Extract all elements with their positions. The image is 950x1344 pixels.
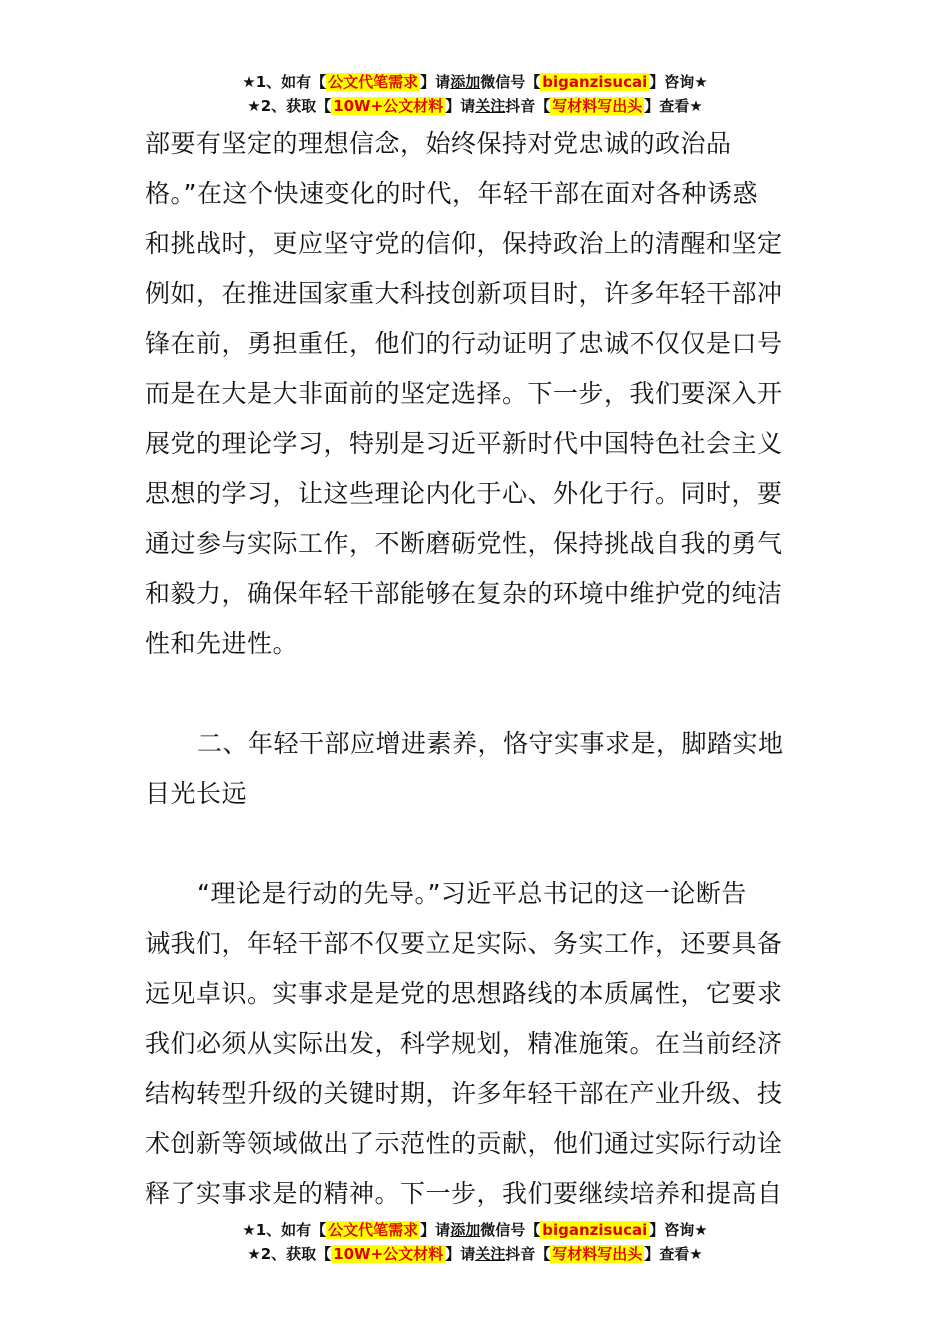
banner-text: 】咨询★ <box>649 1221 708 1239</box>
banner-text: 】查看★ <box>644 97 703 115</box>
paragraph-2 <box>145 869 810 1219</box>
banner-emphasis: 添加 <box>450 1221 481 1239</box>
banner-line-2 <box>0 94 950 118</box>
banner-line-1 <box>0 70 950 94</box>
banner-text: 】查看★ <box>644 1245 703 1263</box>
banner-text: ★1、如有【 <box>242 1221 327 1239</box>
text-line: 展党的理论学习，特别是习近平新时代中国特色社会主义 <box>145 429 783 458</box>
banner-text: ★1、如有【 <box>242 73 327 91</box>
text-line: 远见卓识。实事求是是党的思想路线的本质属性，它要求 <box>145 979 783 1008</box>
bottom-banner <box>0 1218 950 1266</box>
banner-highlight: 写材料写出头 <box>552 1245 643 1263</box>
text-line: “理论是行动的先导。”习近平总书记的这一论断告 <box>197 879 747 908</box>
banner-line-2 <box>0 1242 950 1266</box>
banner-text: 抖音【 <box>505 1245 551 1263</box>
text-line: 性和先进性。 <box>145 629 299 658</box>
banner-highlight: 写材料写出头 <box>552 97 643 115</box>
banner-highlight: biganzisucai <box>542 1221 648 1239</box>
banner-text: 】请 <box>420 73 451 91</box>
paragraph-spacer <box>145 669 810 719</box>
text-line: 和挑战时，更应坚守党的信仰，保持政治上的清醒和坚定 <box>145 229 783 258</box>
banner-highlight: 10W+公文材料 <box>333 97 444 115</box>
text-line: 思想的学习，让这些理论内化于心、外化于行。同时，要 <box>145 479 783 508</box>
text-line: 诫我们，年轻干部不仅要立足实际、务实工作，还要具备 <box>145 929 783 958</box>
text-line: 通过参与实际工作，不断磨砺党性，保持挑战自我的勇气 <box>145 529 783 558</box>
section-heading-2 <box>145 719 810 819</box>
text-line: 结构转型升级的关键时期，许多年轻干部在产业升级、技 <box>145 1079 783 1108</box>
paragraph-spacer <box>145 819 810 869</box>
text-line: 而是在大是大非面前的坚定选择。下一步，我们要深入开 <box>145 379 783 408</box>
top-banner <box>0 70 950 118</box>
document-body <box>145 119 810 1219</box>
banner-highlight: 10W+公文材料 <box>333 1245 444 1263</box>
banner-text: 】请 <box>445 1245 476 1263</box>
text-line: 例如，在推进国家重大科技创新项目时，许多年轻干部冲 <box>145 279 783 308</box>
text-line: 释了实事求是的精神。下一步，我们要继续培养和提高自 <box>145 1179 783 1208</box>
banner-highlight: 公文代笔需求 <box>328 1221 419 1239</box>
text-line: 和毅力，确保年轻干部能够在复杂的环境中维护党的纯洁 <box>145 579 783 608</box>
text-line: 锋在前，勇担重任，他们的行动证明了忠诚不仅仅是口号 <box>145 329 783 358</box>
banner-text: 】请 <box>445 97 476 115</box>
text-line: 格。”在这个快速变化的时代，年轻干部在面对各种诱惑 <box>145 179 758 208</box>
banner-emphasis: 关注 <box>475 97 506 115</box>
banner-text: 微信号【 <box>480 1221 541 1239</box>
banner-text: 抖音【 <box>505 97 551 115</box>
banner-emphasis: 关注 <box>475 1245 506 1263</box>
text-line: 术创新等领域做出了示范性的贡献，他们通过实际行动诠 <box>145 1129 783 1158</box>
text-line: 部要有坚定的理想信念，始终保持对党忠诚的政治品 <box>145 129 732 158</box>
banner-text: 微信号【 <box>480 73 541 91</box>
banner-highlight: biganzisucai <box>542 73 648 91</box>
banner-emphasis: 添加 <box>450 73 481 91</box>
paragraph-1 <box>145 119 810 669</box>
banner-text: 】咨询★ <box>649 73 708 91</box>
banner-text: ★2、获取【 <box>247 97 332 115</box>
heading-line: 目光长远 <box>145 779 248 808</box>
banner-line-1 <box>0 1218 950 1242</box>
text-line: 我们必须从实际出发，科学规划，精准施策。在当前经济 <box>145 1029 783 1058</box>
heading-line: 二、年轻干部应增进素养，恪守实事求是，脚踏实地 <box>197 729 784 758</box>
banner-text: 】请 <box>420 1221 451 1239</box>
banner-highlight: 公文代笔需求 <box>328 73 419 91</box>
banner-text: ★2、获取【 <box>247 1245 332 1263</box>
